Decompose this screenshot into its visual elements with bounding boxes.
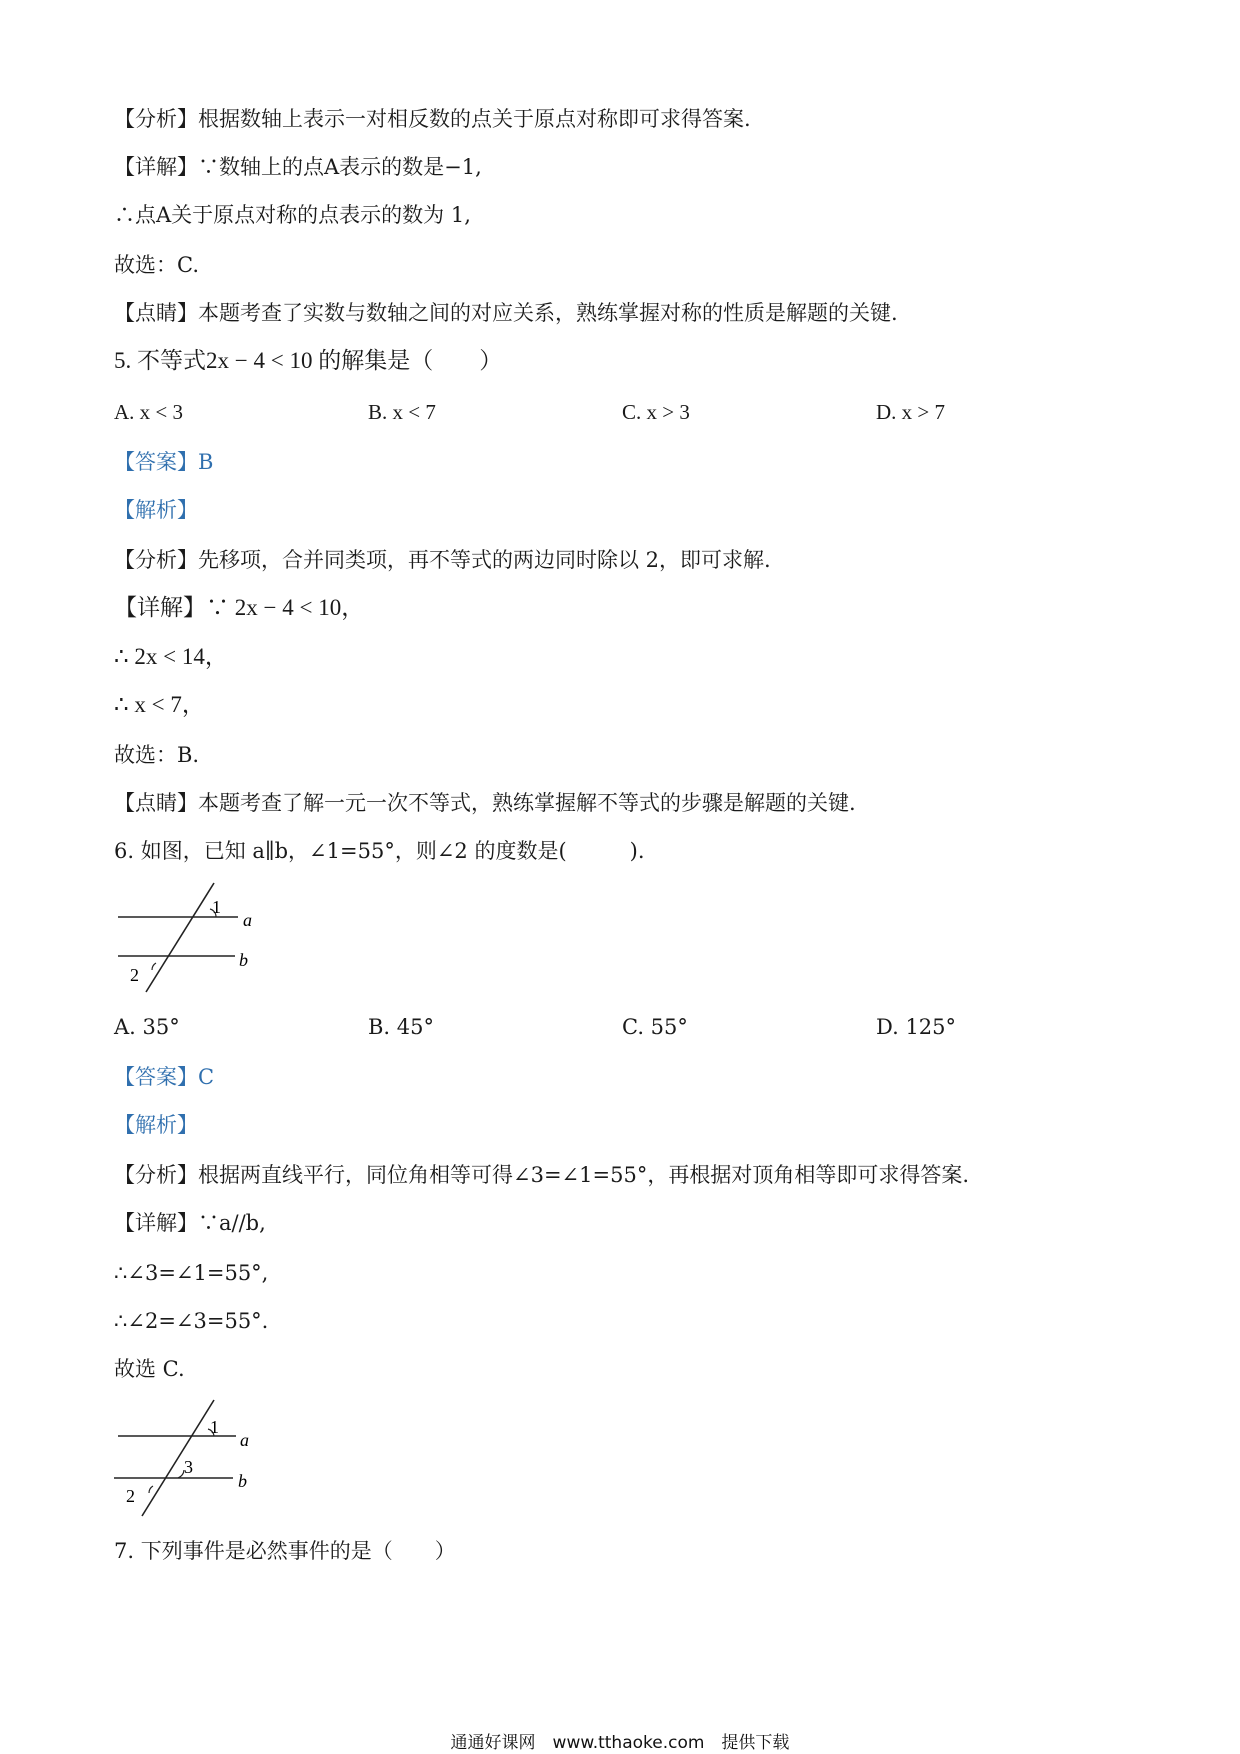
q5-option-d: D. x > 7 [876, 400, 946, 424]
q6-options [114, 1012, 1114, 1042]
q5-choice: 故选：B. [114, 743, 200, 767]
q6-sol-angle2-arc [149, 1486, 153, 1493]
q6-angle2-arc [152, 963, 156, 970]
q6-answer-tag: 【答案】C [114, 1065, 215, 1089]
q6-sol-label-2: 2 [126, 1486, 135, 1506]
q5-explain-tag: 【解析】 [114, 498, 198, 522]
prev-detail: 【详解】∵数轴上的点A表示的数是−1, [114, 155, 482, 179]
prev-analysis: 【分析】根据数轴上表示一对相反数的点关于原点对称即可求得答案. [114, 107, 751, 131]
q7-stem: 7. 下列事件是必然事件的是（ ） [114, 1539, 456, 1563]
q5-option-a: A. x < 3 [114, 400, 184, 424]
q6-detail: 【详解】∵a//b, [114, 1211, 266, 1235]
q6-sol-label-3: 3 [184, 1457, 193, 1477]
q5-step1: ∴ 2x < 14， [114, 644, 228, 669]
q5-step2: ∴ x < 7， [114, 692, 205, 717]
q6-sol-label-1: 1 [210, 1417, 219, 1437]
prev-choice: 故选：C. [114, 253, 199, 277]
q6-option-b: B. 45° [368, 1015, 435, 1039]
q6-option-c: C. 55° [622, 1015, 688, 1039]
q5-option-c: C. x > 3 [622, 400, 690, 424]
q5-detail: 【详解】∵ 2x − 4 < 10， [114, 595, 365, 620]
q6-explain-tag: 【解析】 [114, 1113, 198, 1137]
q6-sol-label-a: a [240, 1430, 249, 1450]
q6-solution-figure [110, 1398, 270, 1520]
q6-sol-label-b: b [238, 1471, 247, 1491]
q6-stem: 6. 如图，已知 a∥b，∠1=55°，则∠2 的度数是( ). [114, 839, 645, 863]
q5-analysis: 【分析】先移项，合并同类项，再不等式的两边同时除以 2，即可求解. [114, 548, 771, 572]
q5-option-b: B. x < 7 [368, 400, 436, 424]
q6-label-a: a [243, 910, 252, 930]
page-footer: 通通好课网 www.tthaoke.com 提供下载 [450, 1733, 790, 1753]
q5-stem: 5. 不等式2x − 4 < 10 的解集是（ ） [114, 348, 503, 373]
q6-label-1: 1 [212, 897, 221, 917]
q6-choice: 故选 C. [114, 1357, 185, 1381]
q6-figure [110, 880, 270, 995]
q6-option-a: A. 35° [114, 1015, 180, 1039]
q6-option-d: D. 125° [876, 1015, 957, 1039]
q6-sol-transversal [142, 1400, 214, 1516]
q5-comment: 【点睛】本题考查了解一元一次不等式，熟练掌握解不等式的步骤是解题的关键. [114, 791, 856, 815]
q5-options [114, 397, 1114, 427]
q5-answer-tag: 【答案】B [114, 450, 214, 474]
q6-analysis: 【分析】根据两直线平行，同位角相等可得∠3=∠1=55°，再根据对顶角相等即可求得答案. [114, 1163, 969, 1187]
prev-comment: 【点睛】本题考查了实数与数轴之间的对应关系，熟练掌握对称的性质是解题的关键. [114, 301, 898, 325]
q6-label-2: 2 [130, 965, 139, 985]
q6-step1: ∴∠3=∠1=55°, [114, 1261, 269, 1285]
q6-transversal [146, 883, 214, 992]
q5-answer [114, 447, 213, 477]
q6-label-b: b [239, 950, 248, 970]
prev-step1: ∴点A关于原点对称的点表示的数为 1, [114, 203, 471, 227]
q6-step2: ∴∠2=∠3=55°. [114, 1309, 269, 1333]
q6-answer [114, 1062, 214, 1092]
